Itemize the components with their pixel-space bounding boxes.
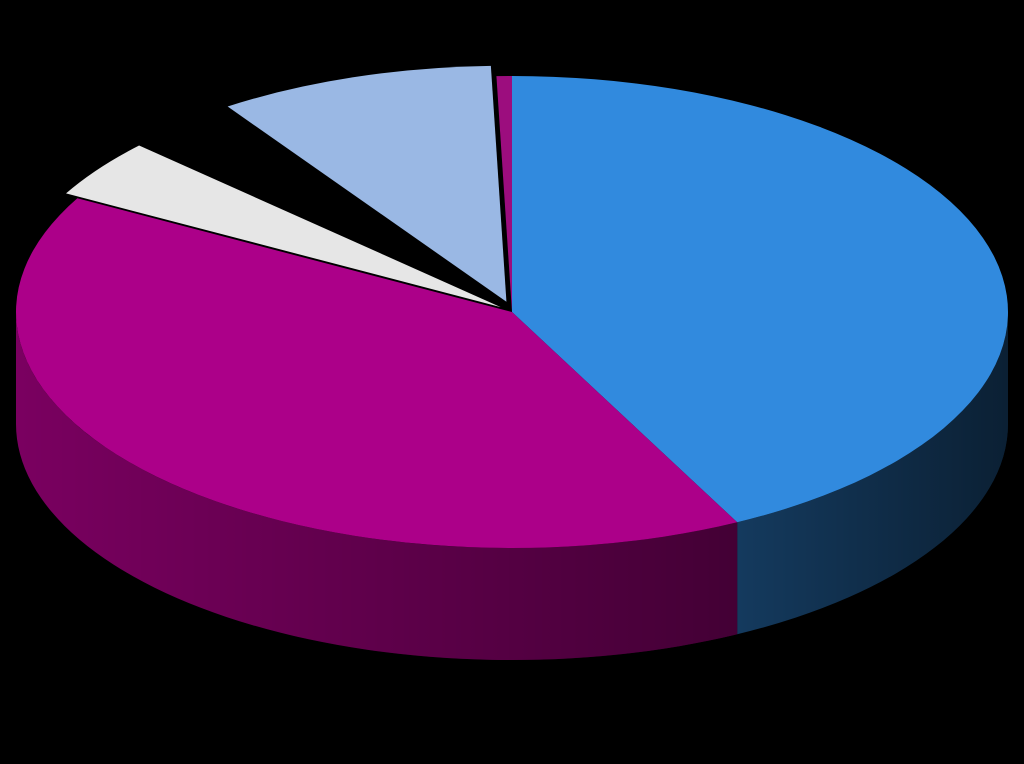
pie-tops <box>16 66 1008 548</box>
